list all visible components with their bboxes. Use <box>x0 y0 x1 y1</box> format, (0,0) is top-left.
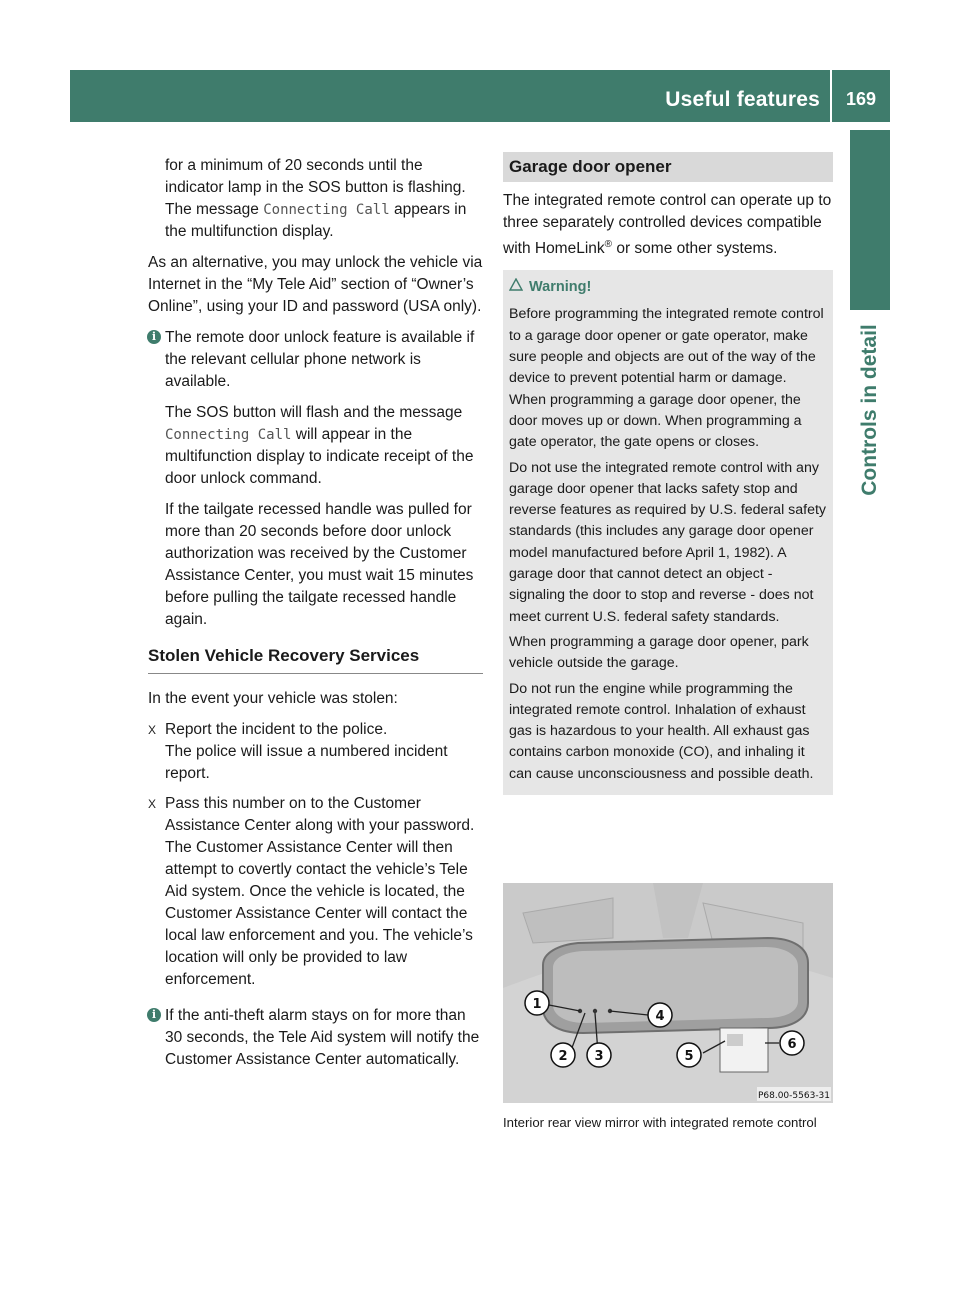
info-note: i The remote door unlock feature is available if the relevant cellular phone network is available. The SOS button will flash and the message Connecting Call will appear in the multifunction display to indicate receipt of the door unlock command. If the tailgate recessed handle was pulled for more than 20 seconds before door unlock authorization was received by the Customer Assistance Center, you must wait 15 minutes before pulling the tailgate recessed handle again. <box>148 327 483 631</box>
warning-box: Warning! Before programming the integrated remote control to a garage door opener or gate operator, make sure people and objects are out of the way of the device to prevent potential harm or damage. When programming a garage door opener, the door moves up or down. When programming a gate operator, the gate opens or closes. Do not use the integrated remote control with any garage door opener that lacks safety stop and reverse features as required by U.S. federal safety standards (this includes any garage door opener model manufactured before April 1, 1982). A garage door that cannot detect an object - signaling the door to stop and reverse - does not meet current U.S. federal safety standards. When programming a garage door opener, park vehicle outside the garage. Do not run the engine while programming the integrated remote control. Inhalation of exhaust gas is hazardous to your health. All exhaust gas contains carbon monoxide (CO), and inhaling it can cause unconsciousness and possible death. <box>503 270 833 795</box>
info-icon: i <box>147 1008 161 1022</box>
left-column <box>148 155 483 1080</box>
header-bar <box>70 70 890 122</box>
page-number: 169 <box>846 89 877 109</box>
paragraph: In the event your vehicle was stolen: <box>148 690 398 707</box>
paragraph: for a minimum of 20 seconds until the indicator lamp in the SOS button is flashing. The message Connecting Call appears in the multifunction display. <box>165 157 467 240</box>
instruction-step: X Report the incident to the police. The police will issue a numbered incident report. <box>148 721 448 782</box>
section-heading: Garage door opener <box>503 152 833 182</box>
display-message: Connecting Call <box>165 427 292 443</box>
warning-header: Warning! <box>509 276 827 298</box>
callout-6: 6 <box>787 1037 797 1052</box>
info-note: i If the anti-theft alarm stays on for more than 30 seconds, the Tele Aid system will notify the Customer Assistance Center automatically. <box>148 1005 483 1071</box>
callout-3: 3 <box>594 1049 604 1064</box>
callout-2: 2 <box>558 1049 568 1064</box>
section-heading: Stolen Vehicle Recovery Services <box>148 645 483 674</box>
header-separator <box>830 70 832 122</box>
info-icon: i <box>147 330 161 344</box>
side-tab <box>850 130 890 310</box>
mirror-figure <box>503 883 833 1103</box>
mirror-illustration <box>503 883 833 1103</box>
warning-icon <box>509 276 523 297</box>
header-title: Useful features <box>665 88 820 111</box>
figure-code: P68.00-5563-31 <box>757 1091 831 1101</box>
paragraph: The integrated remote control can operate up to three separately controlled devices compatible with HomeLink® or some other systems. <box>503 192 832 258</box>
figure-caption: Interior rear view mirror with integrated remote control <box>503 1115 817 1130</box>
instruction-step: X Pass this number on to the Customer Assistance Center along with your password. The Customer Assistance Center will then attempt to covertly contact the vehicle’s Tele Aid system. Once the vehicle is located, the Customer Assistance Center will contact the local law enforcement and you. The vehicle’s location will only be provided to law enforcement. <box>148 795 475 988</box>
callout-1: 1 <box>532 997 542 1012</box>
right-column <box>503 152 833 795</box>
paragraph: As an alternative, you may unlock the vehicle via Internet in the “My Tele Aid” section of “Owner’s Online”, using your ID and password (USA only). <box>148 254 483 315</box>
callout-5: 5 <box>684 1049 694 1064</box>
arrow-icon: X <box>148 797 157 811</box>
display-message: Connecting Call <box>263 202 390 218</box>
callout-4: 4 <box>655 1009 665 1024</box>
arrow-icon: X <box>148 723 157 737</box>
side-label: Controls in detail <box>858 324 881 496</box>
